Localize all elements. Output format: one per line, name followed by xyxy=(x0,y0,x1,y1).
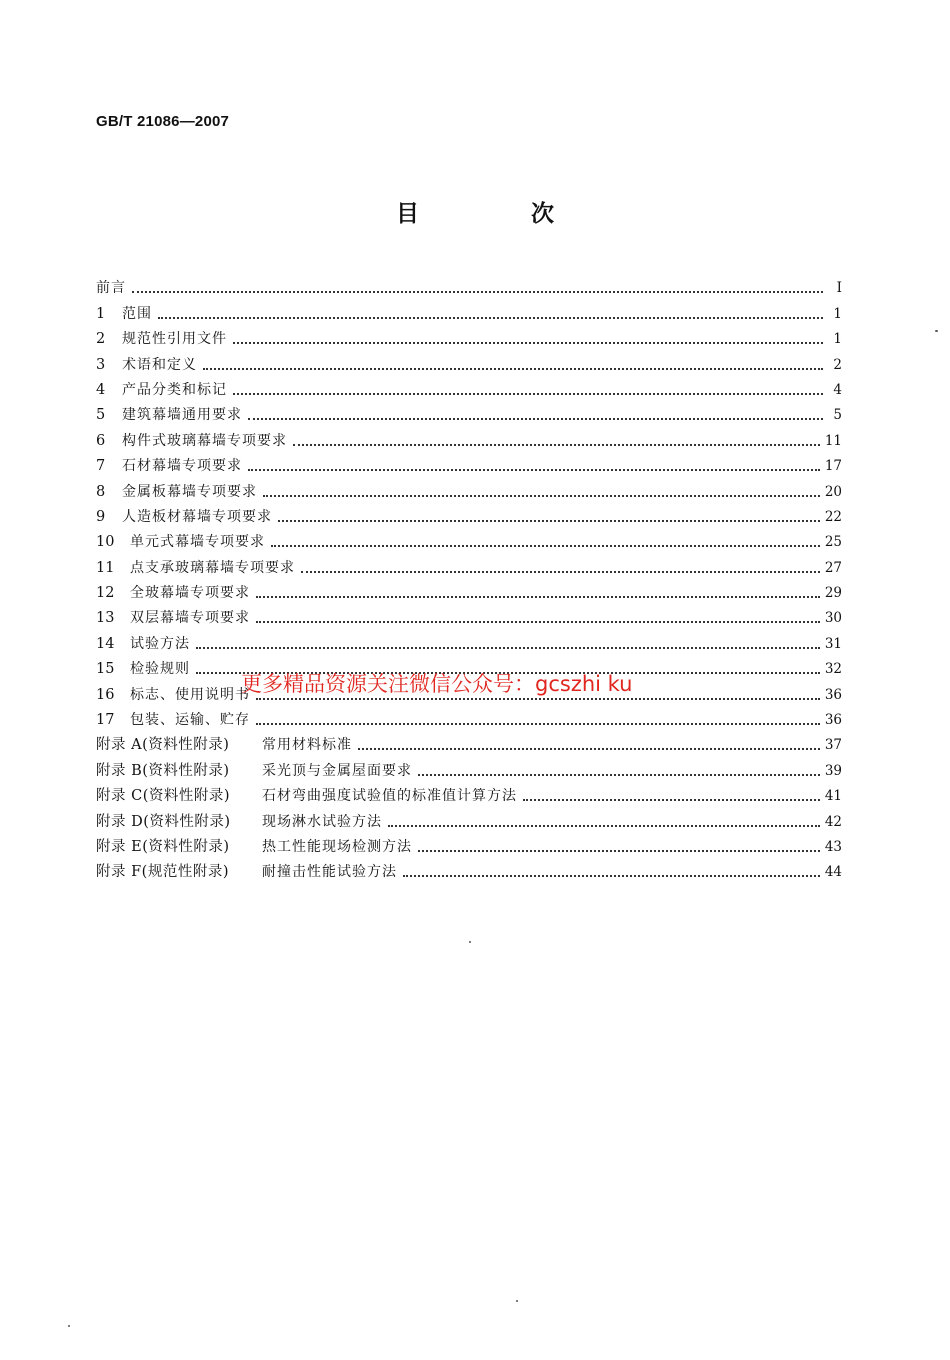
toc-entry-title: 构件式玻璃幕墙专项要求 xyxy=(122,432,287,449)
toc-entry-title: 前言 xyxy=(96,280,126,297)
toc-entry-title: 产品分类和标记 xyxy=(122,381,227,398)
toc-entry-page: 36 xyxy=(824,686,842,703)
appendix-label: 附录 E(资料性附录) xyxy=(96,838,230,855)
toc-entry-number: 3 xyxy=(96,356,106,373)
appendix-label: 附录 F(规范性附录) xyxy=(96,864,229,881)
dot-leader xyxy=(256,723,820,725)
toc-entry-12[interactable] xyxy=(96,577,842,602)
toc-entry-title: 现场淋水试验方法 xyxy=(262,813,382,830)
dot-leader xyxy=(278,520,820,522)
watermark-text: 更多精品资源关注微信公众号：gcszhi ku xyxy=(241,672,633,696)
toc-entry-number: 14 xyxy=(96,635,115,652)
dot-leader xyxy=(233,393,823,395)
toc-entry-11[interactable] xyxy=(96,551,842,576)
toc-entry-7[interactable] xyxy=(96,450,842,475)
dot-leader xyxy=(523,799,820,801)
dot-leader xyxy=(418,850,820,852)
dot-leader xyxy=(418,774,820,776)
toc-entry-title: 石材弯曲强度试验值的标准值计算方法 xyxy=(262,788,517,805)
toc-entry-title: 全玻幕墙专项要求 xyxy=(130,585,250,602)
toc-entry-page: 1 xyxy=(833,331,842,348)
dot-leader xyxy=(158,317,823,319)
scan-speck xyxy=(68,1325,70,1327)
toc-appendix-e[interactable] xyxy=(96,831,842,856)
toc-appendix-a[interactable] xyxy=(96,729,842,754)
toc-appendix-c[interactable] xyxy=(96,780,842,805)
table-of-contents xyxy=(96,272,842,881)
toc-entry-4[interactable] xyxy=(96,374,842,399)
toc-entry-page: 41 xyxy=(824,788,842,805)
dot-leader xyxy=(301,571,820,573)
dot-leader xyxy=(388,825,820,827)
page-title: 目 次 xyxy=(395,201,606,227)
toc-entry-1[interactable] xyxy=(96,297,842,322)
toc-entry-page: 5 xyxy=(833,407,842,424)
dot-leader xyxy=(263,495,820,497)
toc-entry-title: 石材幕墙专项要求 xyxy=(122,458,242,475)
toc-entry-number: 16 xyxy=(96,686,115,703)
toc-entry-title: 范围 xyxy=(122,305,152,322)
toc-entry-foreword[interactable] xyxy=(96,272,842,297)
toc-entry-title: 人造板材幕墙专项要求 xyxy=(122,508,272,525)
dot-leader xyxy=(248,469,820,471)
toc-entry-2[interactable] xyxy=(96,323,842,348)
dot-leader xyxy=(403,875,820,877)
toc-appendix-b[interactable] xyxy=(96,754,842,779)
toc-entry-number: 6 xyxy=(96,432,106,449)
toc-entry-number: 13 xyxy=(96,610,115,627)
toc-entry-title: 耐撞击性能试验方法 xyxy=(262,864,397,881)
appendix-label: 附录 B(资料性附录) xyxy=(96,762,230,779)
appendix-label: 附录 D(资料性附录) xyxy=(96,813,231,830)
dot-leader xyxy=(293,444,820,446)
dot-leader xyxy=(203,368,823,370)
toc-entry-page: 11 xyxy=(824,432,842,449)
toc-entry-page: I xyxy=(836,280,842,297)
toc-entry-page: 32 xyxy=(824,661,842,678)
toc-entry-3[interactable] xyxy=(96,348,842,373)
toc-entry-10[interactable] xyxy=(96,526,842,551)
toc-entry-title: 点支承玻璃幕墙专项要求 xyxy=(130,559,295,576)
toc-entry-number: 4 xyxy=(96,381,106,398)
toc-entry-page: 30 xyxy=(824,610,842,627)
dot-leader xyxy=(132,291,823,293)
dot-leader xyxy=(271,545,820,547)
toc-entry-page: 22 xyxy=(824,508,842,525)
toc-entry-number: 8 xyxy=(96,483,106,500)
toc-entry-page: 4 xyxy=(833,381,842,398)
dot-leader xyxy=(248,418,823,420)
toc-entry-13[interactable] xyxy=(96,602,842,627)
toc-entry-page: 25 xyxy=(824,534,842,551)
toc-entry-page: 27 xyxy=(824,559,842,576)
toc-entry-page: 20 xyxy=(824,483,842,500)
toc-appendix-f[interactable] xyxy=(96,856,842,881)
toc-entry-number: 11 xyxy=(96,559,115,576)
toc-entry-number: 5 xyxy=(96,407,106,424)
toc-appendix-d[interactable] xyxy=(96,805,842,830)
toc-entry-page: 1 xyxy=(833,305,842,322)
toc-entry-title: 常用材料标准 xyxy=(262,737,352,754)
toc-entry-9[interactable] xyxy=(96,501,842,526)
scan-speck xyxy=(469,941,471,943)
toc-entry-number: 9 xyxy=(96,508,106,525)
toc-entry-number: 12 xyxy=(96,585,115,602)
dot-leader xyxy=(256,621,820,623)
toc-entry-title: 包装、运输、贮存 xyxy=(130,712,250,729)
toc-entry-page: 39 xyxy=(824,762,842,779)
toc-entry-title: 规范性引用文件 xyxy=(122,331,227,348)
dot-leader xyxy=(233,342,823,344)
toc-entry-title: 双层幕墙专项要求 xyxy=(130,610,250,627)
toc-entry-number: 2 xyxy=(96,331,106,348)
toc-entry-title: 单元式幕墙专项要求 xyxy=(130,534,265,551)
toc-entry-page: 42 xyxy=(824,813,842,830)
dot-leader xyxy=(256,596,820,598)
toc-entry-title: 检验规则 xyxy=(130,661,190,678)
toc-entry-number: 15 xyxy=(96,661,115,678)
toc-entry-page: 43 xyxy=(824,838,842,855)
toc-entry-title: 金属板幕墙专项要求 xyxy=(122,483,257,500)
appendix-label: 附录 C(资料性附录) xyxy=(96,788,231,805)
toc-entry-8[interactable] xyxy=(96,475,842,500)
toc-entry-page: 36 xyxy=(824,712,842,729)
toc-entry-title: 标志、使用说明书 xyxy=(130,686,250,703)
toc-entry-title: 建筑幕墙通用要求 xyxy=(122,407,242,424)
toc-entry-page: 31 xyxy=(824,635,842,652)
toc-entry-title: 采光顶与金属屋面要求 xyxy=(262,762,412,779)
scan-speck xyxy=(935,330,938,332)
toc-entry-title: 热工性能现场检测方法 xyxy=(262,838,412,855)
dot-leader xyxy=(358,748,820,750)
toc-entry-title: 术语和定义 xyxy=(122,356,197,373)
scan-speck xyxy=(516,1300,518,1302)
toc-entry-page: 17 xyxy=(824,458,842,475)
toc-entry-page: 29 xyxy=(824,585,842,602)
toc-entry-page: 2 xyxy=(833,356,842,373)
toc-entry-number: 7 xyxy=(96,458,106,475)
toc-entry-page: 37 xyxy=(824,737,842,754)
toc-entry-number: 10 xyxy=(96,534,115,551)
toc-entry-title: 试验方法 xyxy=(130,635,190,652)
toc-entry-number: 17 xyxy=(96,712,115,729)
toc-entry-number: 1 xyxy=(96,305,106,322)
toc-entry-page: 44 xyxy=(824,864,842,881)
toc-entry-6[interactable] xyxy=(96,424,842,449)
toc-entry-17[interactable] xyxy=(96,704,842,729)
toc-entry-5[interactable] xyxy=(96,399,842,424)
appendix-label: 附录 A(资料性附录) xyxy=(96,737,230,754)
toc-entry-14[interactable] xyxy=(96,627,842,652)
standard-number: GB/T 21086—2007 xyxy=(96,113,230,130)
dot-leader xyxy=(196,647,820,649)
